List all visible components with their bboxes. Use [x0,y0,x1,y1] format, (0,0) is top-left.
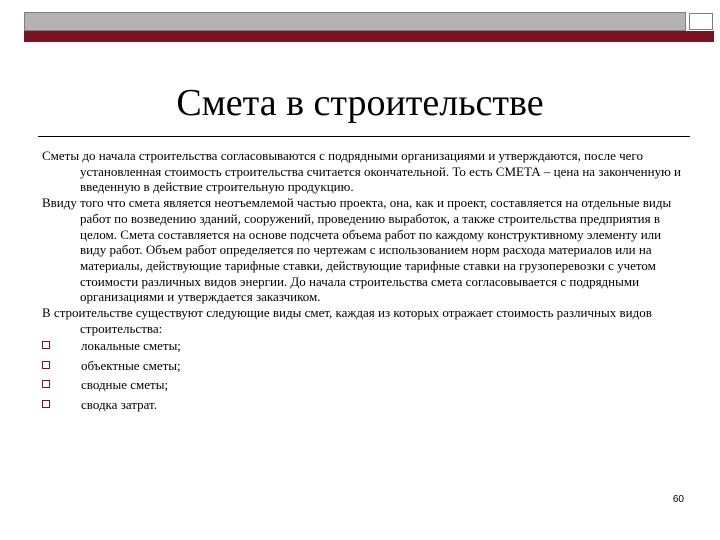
bullet-item [42,336,682,356]
hollow-square-bullet-icon [42,361,50,369]
slide-body [42,148,682,414]
hollow-square-bullet-icon [42,341,50,349]
bullet-item [42,375,682,395]
hollow-square-bullet-icon [42,400,50,408]
body-paragraph: Сметы до начала строительства согласовываются с подрядными организациями и утверждаются, после чего установленная стоимость строительства считается окончательной. То есть СМЕТА – цена на законченную и введенную в действие строительную продукцию. [42,148,681,195]
body-paragraph: Ввиду того что смета является неотъемлемой частью проекта, она, как и проект, составляется на отдельные виды работ по возведению зданий, сооружений, проведению выработок, а также строительства предприятия в целом. Смета составляется на основе подсчета объема работ по каждому конструктивному элементу или виду работ. Объем работ определяется по чертежам с использованием норм расхода материалов или на материалы, действующие тарифные ставки, действующие тарифные ставки на грузоперевозки с учетом стоимости различных видов энергии. До начала строительства смета согласовывается с подрядными организациями и утверждается заказчиком. [42,195,672,305]
bullet-text: сводные сметы; [81,377,169,393]
bullet-item [42,356,682,376]
bullet-text: объектные сметы; [81,357,181,373]
bullet-item [42,395,682,415]
header-red-bar [24,31,714,42]
title-divider [38,136,690,137]
header-gray-bar [24,12,686,31]
bullet-text: сводка затрат. [81,396,157,412]
slide-title: Смета в строительстве [176,82,544,124]
body-paragraph: В строительстве существуют следующие виды смет, каждая из которых отражает стоимость различных видов строительства: [42,305,652,336]
page-number: 60 [672,494,684,505]
hollow-square-bullet-icon [42,380,50,388]
corner-square-icon [689,13,713,30]
bullet-text: локальные сметы; [81,338,181,354]
top-decorative-band [24,12,714,42]
